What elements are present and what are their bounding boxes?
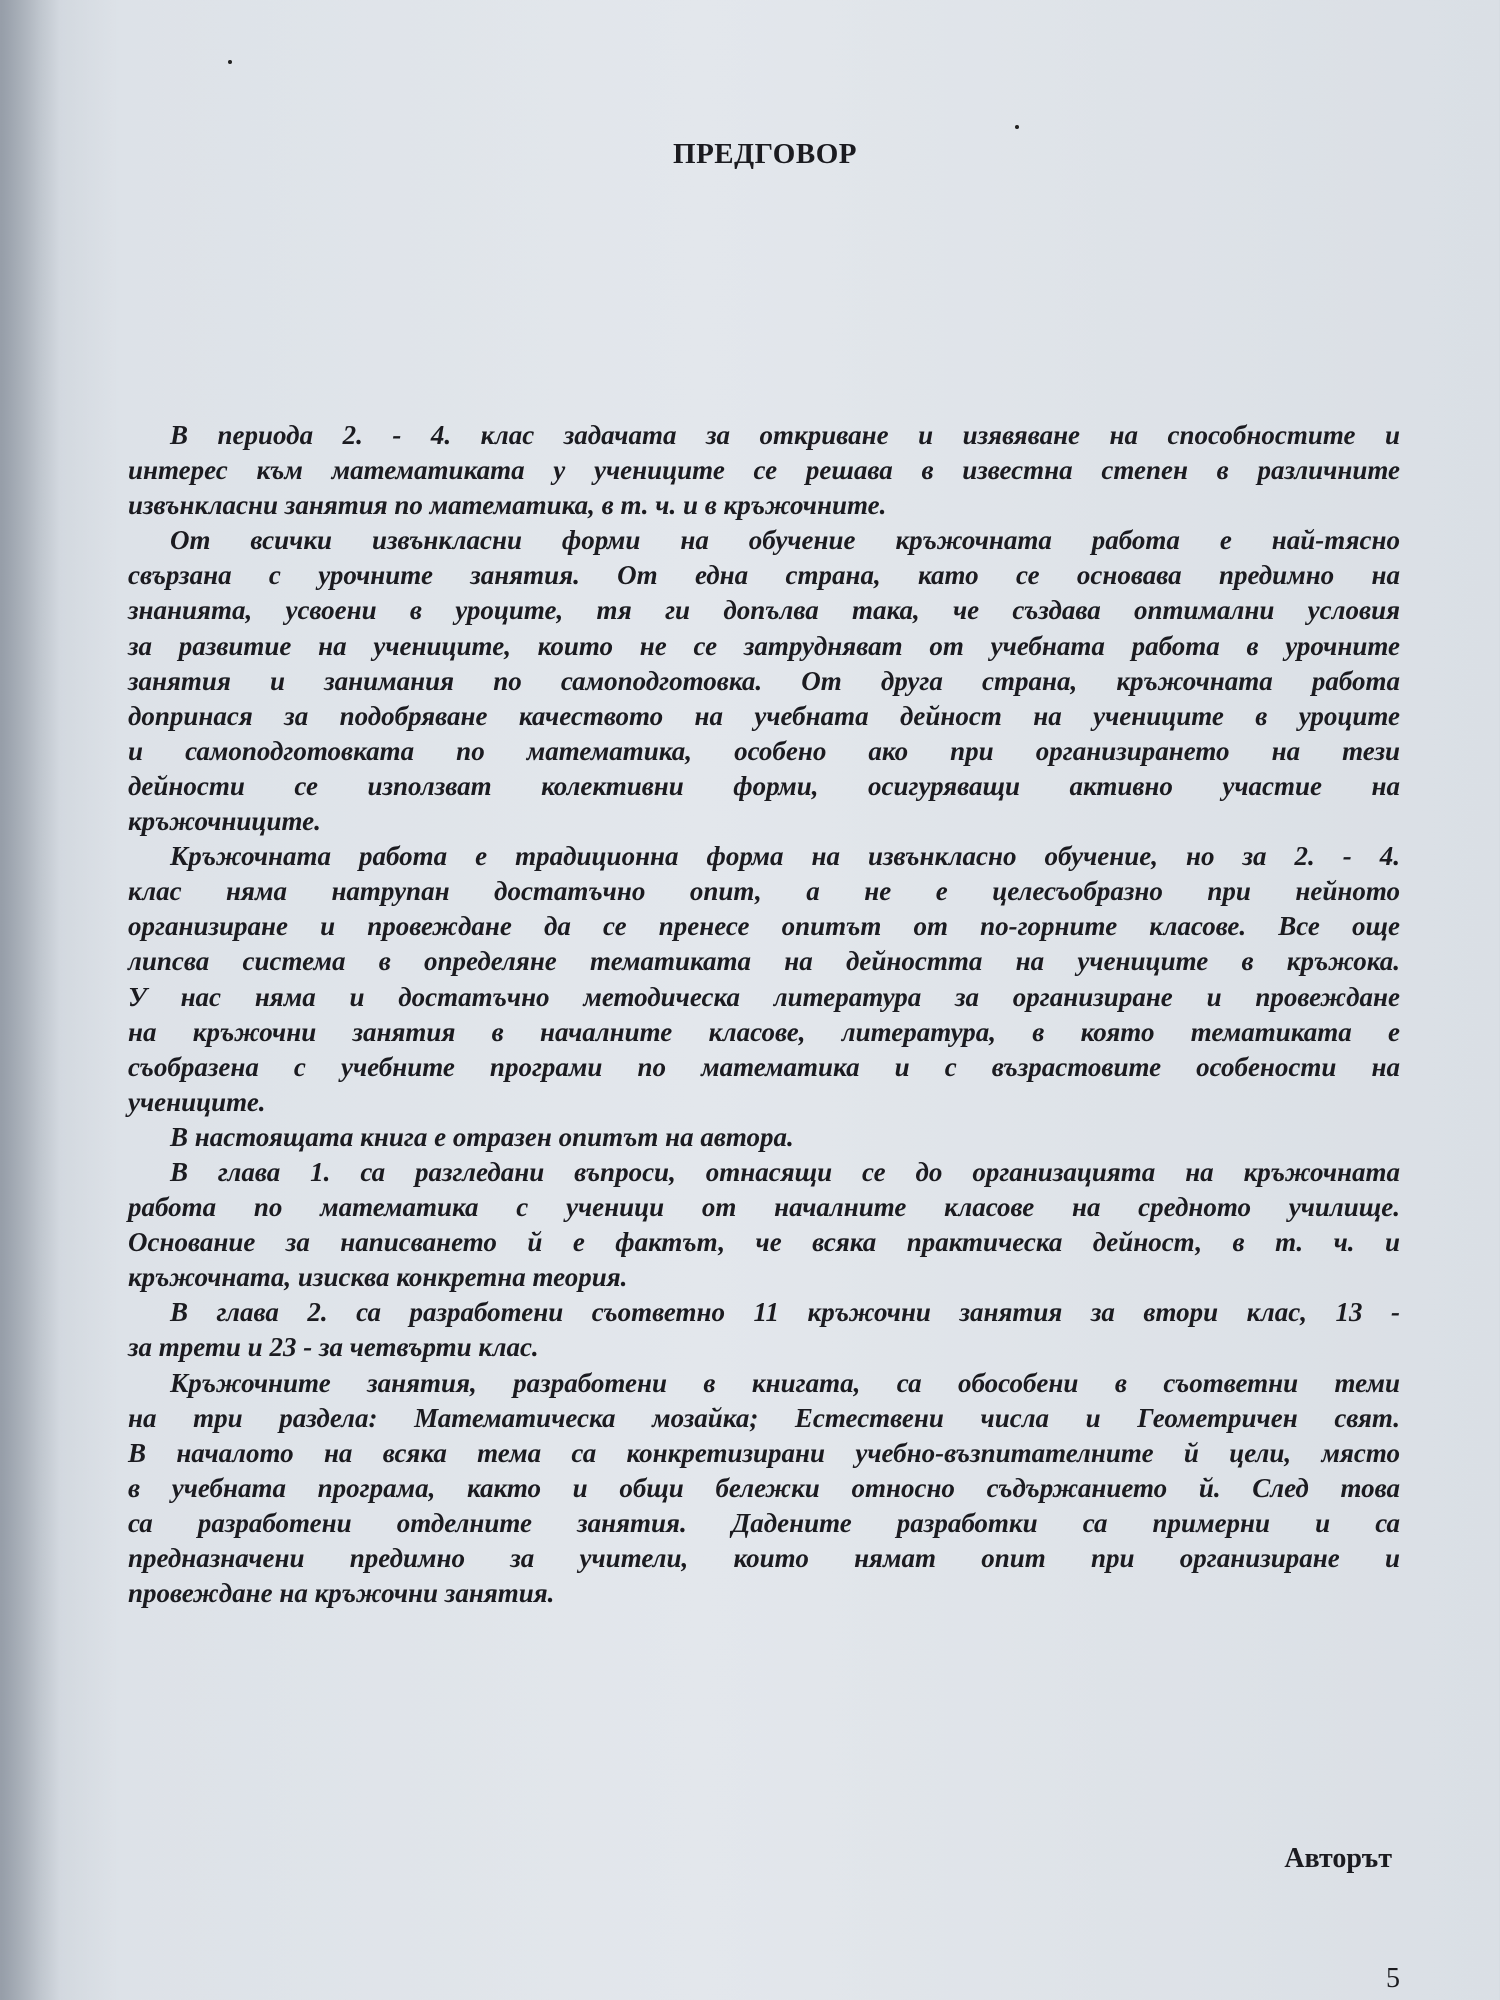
- text-line: предназначени предимно за учители, които нямат опит при организиране и: [128, 1543, 1400, 1573]
- text-line: и самоподготовката по математика, особено ако при организирането на тези: [128, 735, 1400, 766]
- text-line: организиране и провеждане да се пренесе опитът от по-горните класове. Все още: [128, 911, 1400, 942]
- paragraph: [128, 1295, 1400, 1365]
- ink-speck: [228, 60, 232, 64]
- paragraph: [128, 523, 1400, 839]
- author-signature: Авторът: [1284, 1843, 1392, 1874]
- text-line: В периода 2. - 4. клас задачата за откриване и изявяване на способностите и: [170, 420, 1400, 450]
- page-title: ПРЕДГОВОР: [673, 138, 857, 170]
- text-line: Основание за написването й е фактът, че всяка практическа дейност, в т. ч. и: [128, 1227, 1400, 1258]
- text-line: клас няма натрупан достатъчно опит, а не е целесъобразно при нейното: [128, 876, 1400, 907]
- text-line: допринася за подобряване качеството на учебната дейност на учениците в уроците: [128, 700, 1400, 731]
- text-line: за развитие на учениците, които не се затрудняват от учебната работа в урочните: [128, 630, 1400, 661]
- text-line: свързана с урочните занятия. От една страна, като се основава предимно на: [128, 560, 1400, 591]
- text-line: У нас няма и достатъчно методическа литература за организиране и провеждане: [128, 981, 1400, 1012]
- text-line: интерес към математиката у учениците се решава в известна степен в различните: [128, 455, 1400, 486]
- text-line: в учебната програма, както и общи бележки относно съдържанието й. След това: [128, 1472, 1400, 1503]
- paragraph: [128, 418, 1400, 523]
- text-line: В глава 2. са разработени съответно 11 кръжочни занятия за втори клас, 13 -: [170, 1297, 1400, 1328]
- text-line: От всички извънкласни форми на обучение кръжочната работа е най-тясно: [170, 525, 1400, 556]
- preface-body: [128, 418, 1400, 1611]
- text-line: на три раздела: Математическа мозайка; Естествени числа и Геометричен свят.: [128, 1402, 1400, 1433]
- text-line: знанията, усвоени в уроците, тя ги допълва така, че създава оптимални условия: [128, 595, 1400, 626]
- text-line: В глава 1. са разгледани въпроси, отнасящи се до организацията на кръжочната: [170, 1156, 1400, 1187]
- text-line: Кръжочните занятия, разработени в книгата, са обособени в съответни теми: [170, 1367, 1400, 1398]
- text-line: липсва система в определяне тематиката на дейността на учениците в кръжока.: [128, 946, 1400, 977]
- text-line: са разработени отделните занятия. Дадените разработки са примерни и са: [128, 1507, 1400, 1538]
- text-line: на кръжочни занятия в началните класове, литература, в която тематиката е: [128, 1016, 1400, 1047]
- paragraph: [128, 1366, 1400, 1612]
- text-line: извънкласни занятия по математика, в т. ч. и в кръжочните.: [128, 490, 887, 521]
- text-line: учениците.: [128, 1086, 266, 1117]
- paragraph: [128, 839, 1400, 1120]
- text-line: В началото на всяка тема са конкретизирани учебно-възпитателните й цели, място: [128, 1437, 1400, 1468]
- text-line: съобразена с учебните програми по математика и с възрастовите особености на: [128, 1051, 1400, 1082]
- page-edge-shadow: [0, 0, 60, 2000]
- text-line: кръжочната, изисква конкретна теория.: [128, 1262, 628, 1293]
- ink-speck: [1015, 125, 1019, 129]
- text-line: занятия и занимания по самоподготовка. От друга страна, кръжочната работа: [128, 665, 1400, 696]
- paragraph: [128, 1155, 1400, 1295]
- page-number: 5: [1386, 1963, 1400, 1994]
- text-line: дейности се използват колективни форми, осигуряващи активно участие на: [128, 770, 1400, 801]
- paragraph: [128, 1120, 1400, 1155]
- text-line: В настоящата книга е отразен опитът на автора.: [170, 1121, 794, 1152]
- text-line: работа по математика с ученици от началните класове на средното училище.: [128, 1192, 1400, 1223]
- text-line: кръжочниците.: [128, 806, 321, 837]
- text-line: провеждане на кръжочни занятия.: [128, 1578, 555, 1609]
- text-line: за трети и 23 - за четвърти клас.: [128, 1332, 539, 1363]
- text-line: Кръжочната работа е традиционна форма на извънкласно обучение, но за 2. - 4.: [170, 841, 1400, 872]
